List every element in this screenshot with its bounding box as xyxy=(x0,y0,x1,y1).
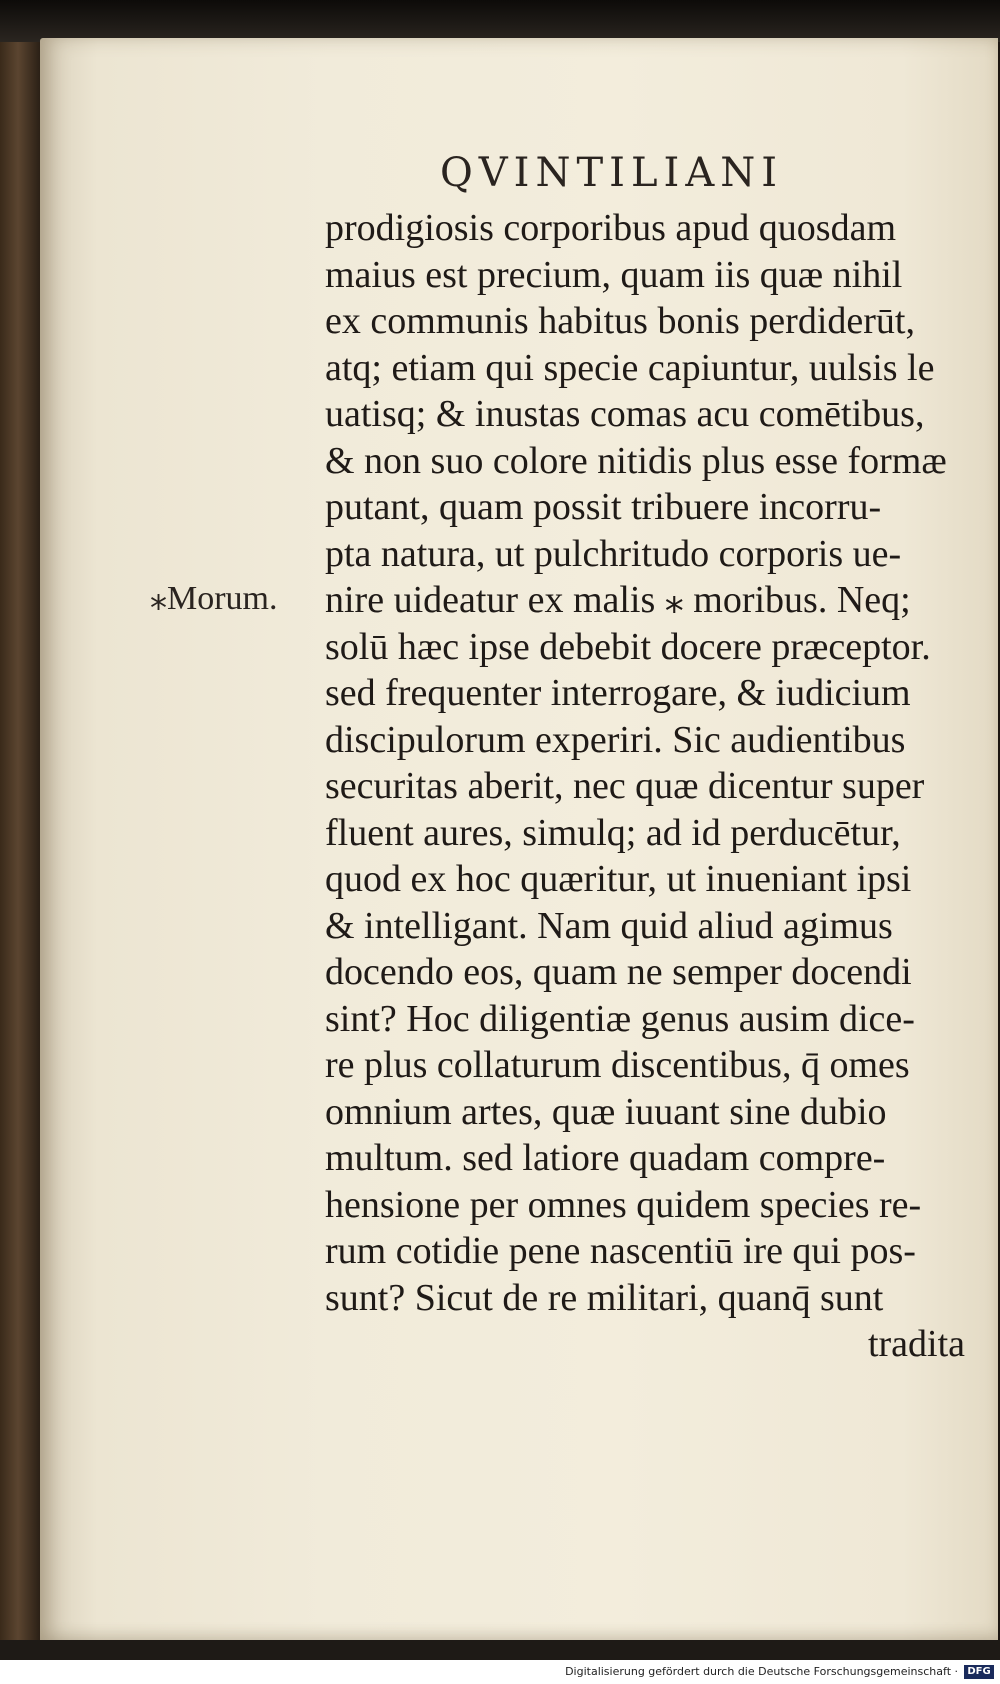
text-line: re plus collaturum discentibus, q̄ omes xyxy=(325,1044,910,1086)
text-line: fluent aures, simulq; ad id perducētur, xyxy=(325,811,901,854)
funding-credit: Digitalisierung gefördert durch die Deutsche Forschungsgemeinschaft · xyxy=(565,1665,958,1678)
text-line: multum. sed latiore quadam compre- xyxy=(325,1137,886,1179)
text-line: omnium artes, quæ iuuant sine dubio xyxy=(325,1090,887,1133)
text-line: rum cotidie pene nascentiū ire qui pos- xyxy=(325,1230,916,1272)
body-text xyxy=(325,205,965,1368)
text-line: sint? Hoc diligentiæ genus ausim dice- xyxy=(325,997,915,1040)
dfg-logo[interactable]: DFG xyxy=(964,1665,994,1679)
text-line: docendo eos, quam ne semper docendi xyxy=(325,951,912,993)
text-line: tradita xyxy=(867,1323,965,1365)
running-head: QVINTILIANI xyxy=(440,150,784,196)
text-line: atq; etiam qui specie capiuntur, uulsis le xyxy=(325,346,935,389)
text-line: & non suo colore nitidis plus esse formæ xyxy=(325,439,947,482)
text-line: uatisq; & inustas comas acu comētibus, xyxy=(325,393,925,435)
text-line: & intelligant. Nam quid aliud agimus xyxy=(325,904,893,947)
text-line: solū hæc ipse debebit docere præceptor. xyxy=(325,625,931,668)
text-line: nire uideatur ex malis ⁎ moribus. Neq; xyxy=(325,579,911,621)
text-line: ex communis habitus bonis perdiderūt, xyxy=(325,300,915,342)
text-line: putant, quam possit tribuere incorru- xyxy=(325,486,882,528)
text-line: quod ex hoc quæritur, ut inueniant ipsi xyxy=(325,858,912,900)
footer-bar xyxy=(0,1662,1000,1684)
text-line: securitas aberit, nec quæ dicentur super xyxy=(325,765,925,807)
text-line: hensione per omnes quidem species re- xyxy=(325,1183,922,1226)
text-line: sunt? Sicut de re militari, quanq̄ sunt xyxy=(325,1276,884,1319)
scan-bottom-edge xyxy=(0,1640,1000,1660)
marginal-note: ⁎Morum. xyxy=(150,580,278,617)
text-line: sed frequenter interrogare, & iudicium xyxy=(325,672,911,714)
scan-top-edge xyxy=(0,0,1000,42)
text-line: prodigiosis corporibus apud quosdam xyxy=(325,207,897,249)
text-line: maius est precium, quam iis quæ nihil xyxy=(325,253,903,296)
text-line: discipulorum experiri. Sic audientibus xyxy=(325,718,906,761)
text-line: pta natura, ut pulchritudo corporis ue- xyxy=(325,532,902,575)
